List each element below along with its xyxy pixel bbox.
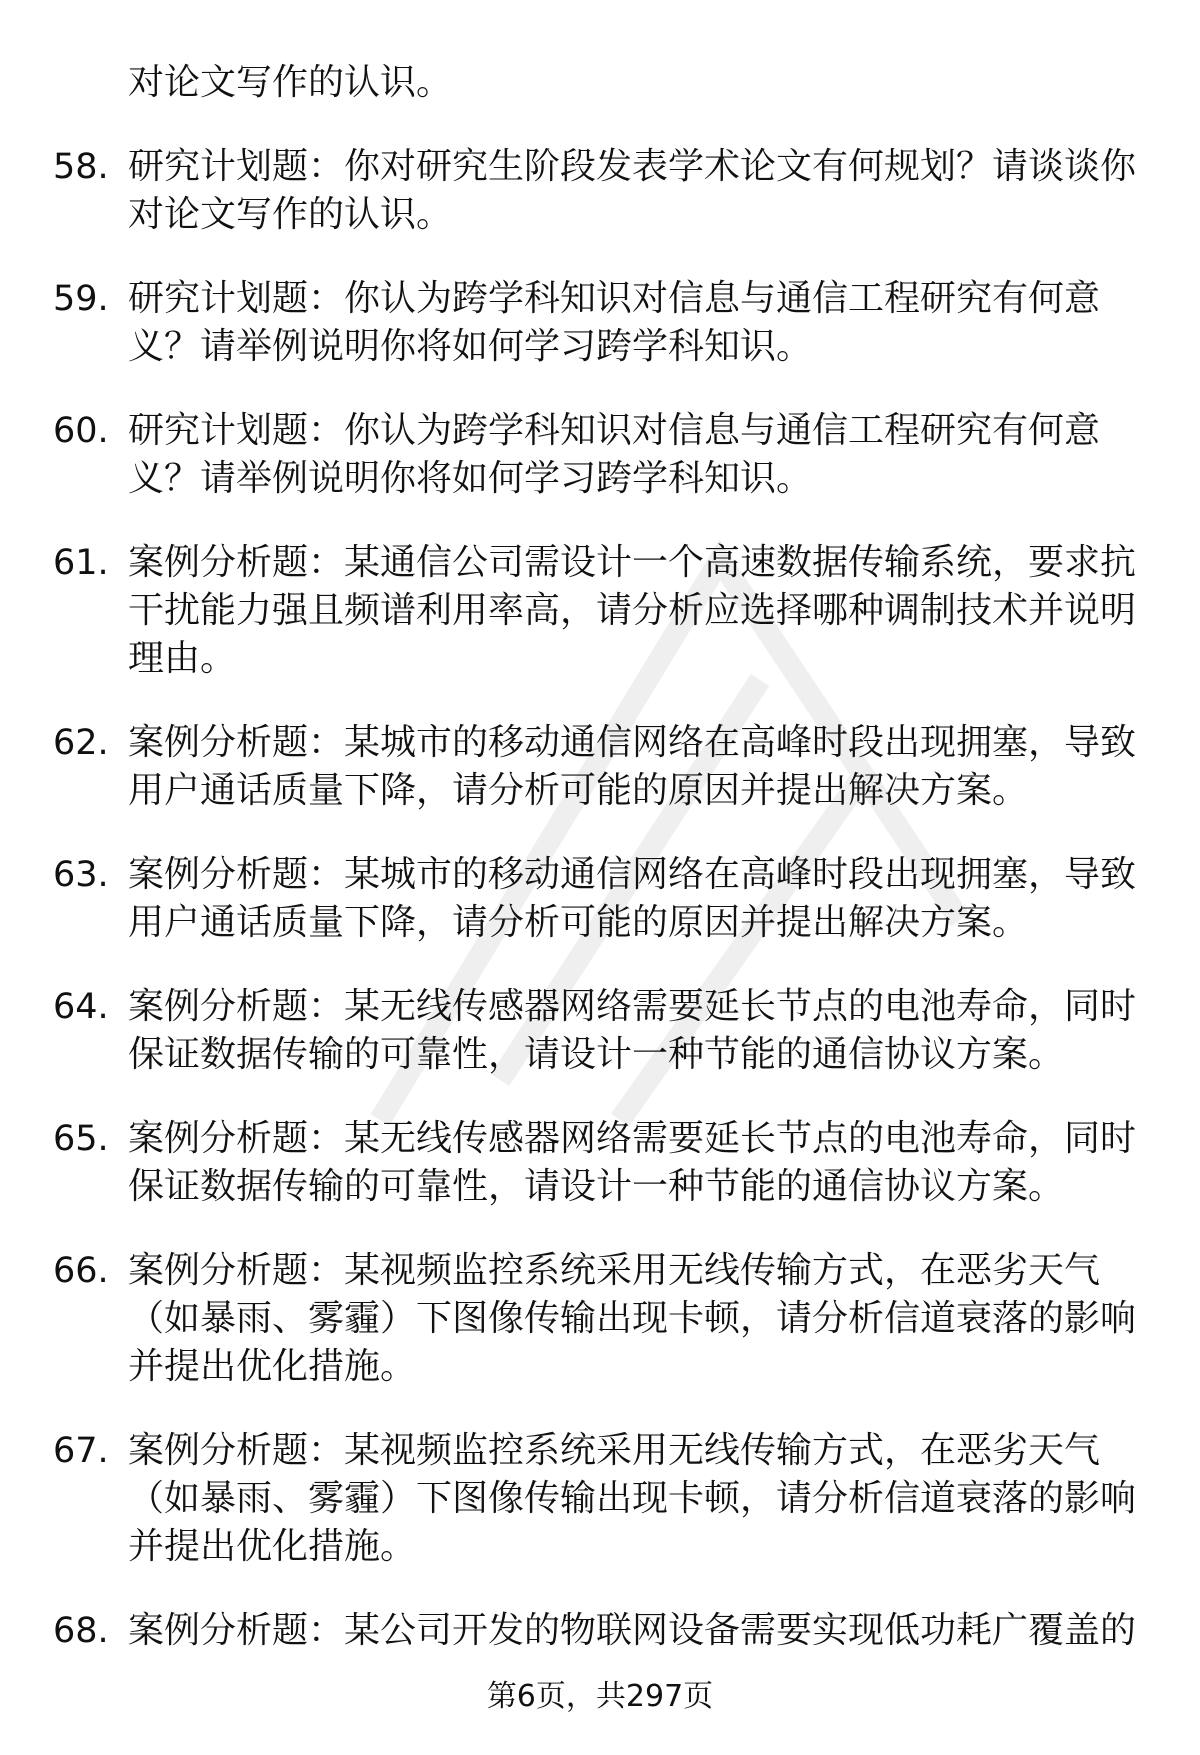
- question-text-line: 理由。: [128, 638, 237, 679]
- question-text-line: 对论文写作的认识。: [128, 194, 453, 235]
- question-list: [0, 59, 1200, 1691]
- question-text-line: 并提出优化措施。: [128, 1526, 417, 1567]
- question-number: 64.: [53, 987, 109, 1027]
- question-text-line: 案例分析题：某通信公司需设计一个高速数据传输系统，要求抗: [128, 542, 1137, 583]
- question-item: [0, 407, 1200, 503]
- question-text-line: 对论文写作的认识。: [128, 62, 453, 103]
- question-item: [0, 539, 1200, 683]
- question-text-line: 案例分析题：某公司开发的物联网设备需要实现低功耗广覆盖的: [128, 1610, 1137, 1651]
- question-text-line: 并提出优化措施。: [128, 1346, 417, 1387]
- question-text-line: （如暴雨、雾霾）下图像传输出现卡顿，请分析信道衰落的影响: [128, 1298, 1137, 1339]
- question-number: 59.: [53, 279, 109, 319]
- question-text-line: 研究计划题：你对研究生阶段发表学术论文有何规划？请谈谈你: [128, 146, 1137, 187]
- question-text-line: 案例分析题：某视频监控系统采用无线传输方式，在恶劣天气: [128, 1250, 1101, 1291]
- question-text-line: 案例分析题：某无线传感器网络需要延长节点的电池寿命，同时: [128, 986, 1137, 1027]
- page-number: 第6页，共297页: [486, 1679, 714, 1714]
- question-text-line: 保证数据传输的可靠性，请设计一种节能的通信协议方案。: [128, 1034, 1065, 1075]
- question-number: 60.: [53, 411, 109, 451]
- question-text-line: 义？请举例说明你将如何学习跨学科知识。: [128, 326, 813, 367]
- question-number: 63.: [53, 855, 109, 895]
- question-text-line: 干扰能力强且频谱利用率高，请分析应选择哪种调制技术并说明: [128, 590, 1137, 631]
- question-text-line: （如暴雨、雾霾）下图像传输出现卡顿，请分析信道衰落的影响: [128, 1478, 1137, 1519]
- question-text-line: 研究计划题：你认为跨学科知识对信息与通信工程研究有何意: [128, 410, 1101, 451]
- question-item: [0, 1427, 1200, 1571]
- question-text-line: 案例分析题：某无线传感器网络需要延长节点的电池寿命，同时: [128, 1118, 1137, 1159]
- question-item: [0, 851, 1200, 947]
- question-item: [0, 1115, 1200, 1211]
- question-number: 67.: [53, 1431, 109, 1471]
- question-text-line: 用户通话质量下降，请分析可能的原因并提出解决方案。: [128, 902, 1029, 943]
- question-text-line: 案例分析题：某城市的移动通信网络在高峰时段出现拥塞，导致: [128, 854, 1137, 895]
- question-text-line: 研究计划题：你认为跨学科知识对信息与通信工程研究有何意: [128, 278, 1101, 319]
- question-text-line: 用户通话质量下降，请分析可能的原因并提出解决方案。: [128, 770, 1029, 811]
- question-text-line: 案例分析题：某视频监控系统采用无线传输方式，在恶劣天气: [128, 1430, 1101, 1471]
- question-item: [0, 983, 1200, 1079]
- question-item: [0, 719, 1200, 815]
- question-number: 65.: [53, 1119, 109, 1159]
- question-item: [0, 59, 1200, 107]
- question-text-line: 保证数据传输的可靠性，请设计一种节能的通信协议方案。: [128, 1166, 1065, 1207]
- question-item: [0, 143, 1200, 239]
- question-number: 61.: [53, 543, 109, 583]
- question-number: 66.: [53, 1251, 109, 1291]
- question-text-line: 义？请举例说明你将如何学习跨学科知识。: [128, 458, 813, 499]
- question-item: [0, 1247, 1200, 1391]
- question-text-line: 案例分析题：某城市的移动通信网络在高峰时段出现拥塞，导致: [128, 722, 1137, 763]
- question-number: 62.: [53, 723, 109, 763]
- question-number: 58.: [53, 147, 109, 187]
- question-item: [0, 1607, 1200, 1655]
- question-item: [0, 275, 1200, 371]
- question-number: 68.: [53, 1611, 109, 1651]
